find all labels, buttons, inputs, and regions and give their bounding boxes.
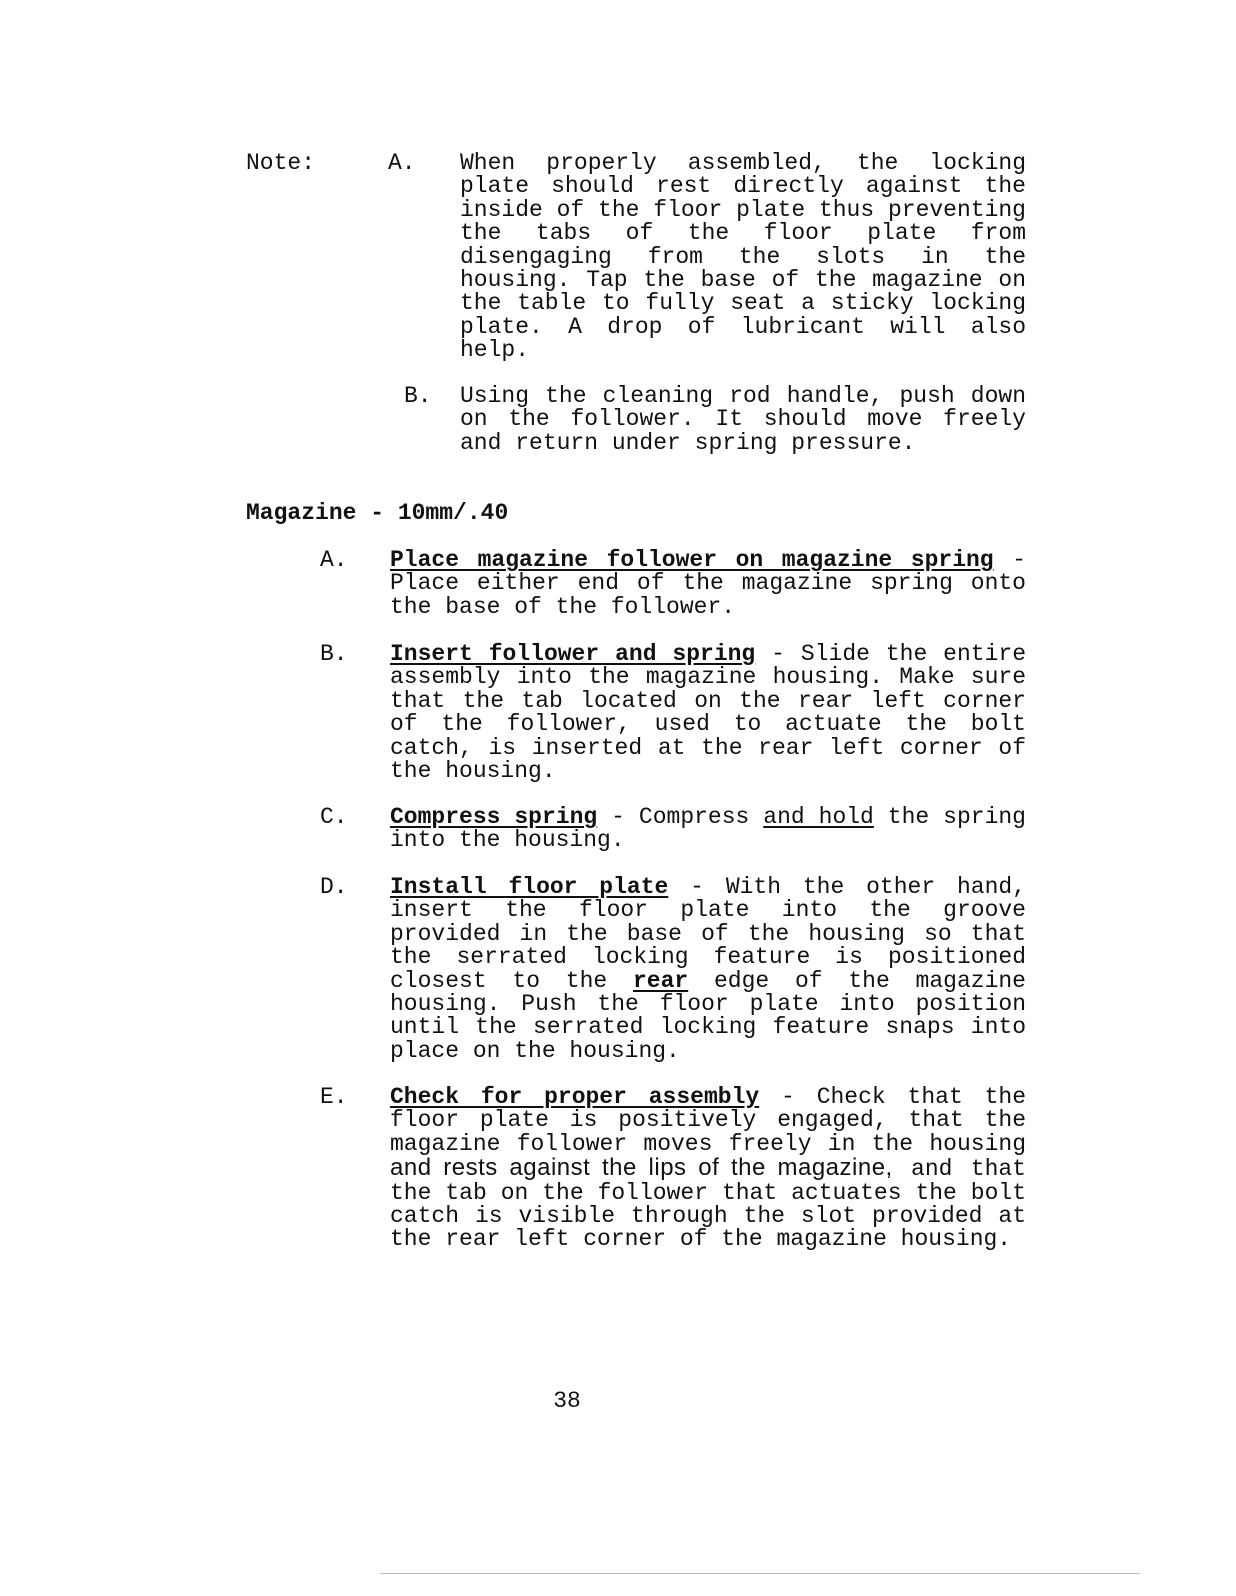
step-c-emphasis: and hold [763,804,874,830]
step-c-text-before: Compress [638,804,764,830]
page-number: 38 [553,1388,581,1414]
note-b-text: Using the cleaning rod handle, push down on the follower. It should move freely and return under spring pressure. [460,383,1026,456]
note-label: Note: [246,150,316,176]
step-a-separator: - [993,547,1026,573]
step-a-paragraph [390,549,1026,619]
step-e-letter: E. [320,1084,348,1110]
step-a-title: Place magazine follower on magazine spring [390,547,994,573]
step-c-separator: - [597,804,639,830]
note-a-text: When properly assembled, the locking plate should rest directly against the inside of the floor plate thus preventing the tabs of the floor plate from disengaging from the slots in the housing. Tap the base of the magazine on the table to fully seat a sticky locking plate. A drop of lubricant will also help. [460,150,1026,364]
step-d-separator: - [668,874,726,900]
step-e-separator: - [759,1084,817,1110]
step-b-text: Slide the entire assembly into the magazine housing. Make sure that the tab located on the rear left corner of the follower, used to actuate the bolt catch, is inserted at the rear left corner of the housing. [390,641,1026,785]
step-c-title: Compress spring [390,804,598,830]
step-b-letter: B. [320,641,348,667]
step-e-title: Check for proper assembly [390,1084,760,1110]
step-e-paragraph [390,1086,1026,1252]
step-d-letter: D. [320,874,348,900]
step-c-paragraph [390,806,1026,853]
step-a-letter: A. [320,547,348,573]
note-a-letter: A. [388,150,416,176]
step-a-text: Place either end of the magazine spring onto the base of the follower. [390,570,1026,620]
scan-artifact-line [380,1573,1140,1574]
step-b-separator: - [755,641,801,667]
step-b-title: Insert follower and spring [390,641,756,667]
note-b-letter: B. [404,383,432,409]
step-c-letter: C. [320,804,348,830]
step-e-text-3: and that the tab on the follower that actuates the bolt catch is visible through the slot provided at the rear left corner of the magazine housing. [390,1156,1026,1253]
step-d-paragraph [390,876,1026,1063]
step-d-title: Install floor plate [390,874,669,900]
step-e-text-1: Check that the floor plate is positively engaged, that the magazine follower moves freely in the housing [390,1084,1026,1157]
step-d-emphasis: rear [632,967,689,994]
section-heading: Magazine - 10mm/.40 [246,500,509,526]
step-d-text-after: edge of the magazine housing. Push the floor plate into position until the serrated locking feature snaps into place on the housing. [390,967,1026,1064]
step-c-text-after: the spring into the housing. [390,804,1026,854]
step-b-paragraph [390,643,1026,783]
step-d-text-before: With the other hand, insert the floor plate into the groove provided in the base of the housing so that the serrated locking feature is positioned closest to the [390,874,1026,994]
step-e-text-2: and rests against the lips of the magazine, [390,1154,893,1182]
